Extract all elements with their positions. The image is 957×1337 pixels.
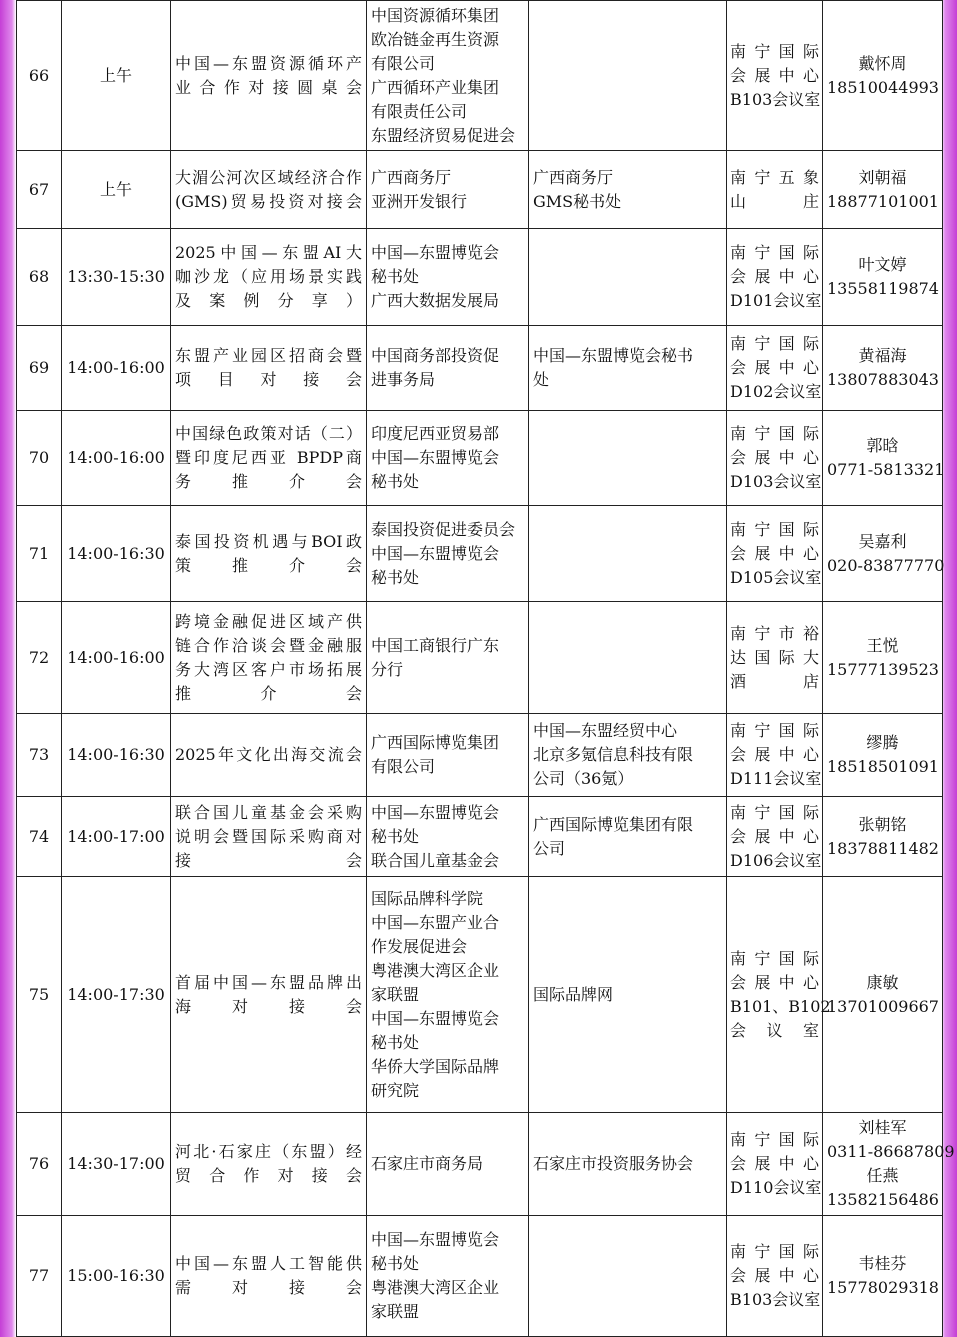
contact-cell [823, 877, 943, 1113]
time-cell: 14:30-17:00 [62, 1113, 171, 1216]
co-organizer-cell [529, 602, 727, 714]
row-number: 73 [17, 714, 62, 797]
venue-cell-line: 南宁国际 [730, 721, 819, 740]
event-name-cell-line: 需对接会 [175, 1278, 362, 1297]
event-name-cell-line: 2025中国—东盟AI大 [175, 243, 362, 262]
organizer-cell-line: 家联盟 [371, 1302, 420, 1321]
event-name-cell [171, 411, 367, 506]
time-cell: 14:00-16:30 [62, 714, 171, 797]
organizer-cell-line: 亚洲开发银行 [371, 191, 468, 211]
contact-cell-line: 0311-86687809 [827, 1142, 955, 1161]
organizer-cell-line: 中国资源循环集团 [371, 5, 500, 25]
event-name-cell [171, 714, 367, 797]
co-organizer-cell [529, 797, 727, 877]
organizer-cell-line: 粤港澳大湾区企业 [371, 960, 500, 980]
venue-cell-line: 会展中心 [730, 65, 819, 85]
table-row [17, 602, 943, 714]
organizer-cell [367, 151, 529, 229]
organizer-cell-line: 秘书处 [371, 1032, 420, 1052]
co-organizer-cell-line: 中国—东盟经贸中心 [533, 721, 678, 740]
organizer-cell-line: 印度尼西亚贸易部 [371, 424, 500, 443]
organizer-cell [367, 1113, 529, 1216]
co-organizer-cell [529, 1113, 727, 1216]
venue-cell-line: D110会议室 [730, 1178, 822, 1197]
venue-cell [727, 877, 831, 1113]
venue-cell-line: 南宁国际 [730, 948, 819, 968]
venue-cell-line: D103会议室 [730, 472, 822, 491]
event-name-cell-line: 及案例分享） [175, 291, 362, 310]
organizer-cell-line: 作发展促进会 [371, 936, 468, 956]
venue-cell-line: 南宁五象 [730, 167, 819, 187]
event-name-cell-line: 推介会 [175, 683, 362, 703]
row-number: 77 [17, 1216, 62, 1337]
venue-cell-line: 会展中心 [730, 972, 819, 992]
contact-cell-line: 任燕 [866, 1166, 899, 1185]
contact-cell [823, 797, 943, 877]
contact-cell-line: 吴嘉利 [858, 531, 907, 551]
co-organizer-cell-line: 石家庄市投资服务协会 [533, 1154, 694, 1173]
organizer-cell [367, 229, 529, 326]
event-name-cell-line: 中国绿色政策对话（二） [175, 424, 362, 443]
event-name-cell-line: 东盟产业园区招商会暨 [175, 346, 362, 365]
venue-cell-line: B103会议室 [730, 1290, 821, 1309]
row-number: 70 [17, 411, 62, 506]
venue-cell [727, 602, 823, 714]
co-organizer-cell [529, 877, 727, 1113]
co-organizer-cell-line: 广西国际博览集团有限 [533, 814, 694, 834]
organizer-cell-line: 中国—东盟博览会 [371, 1008, 500, 1028]
venue-cell [727, 1, 823, 151]
event-name-cell [171, 797, 367, 877]
time-cell: 上午 [62, 1, 171, 151]
event-name-cell-line: 链合作洽谈会暨金融服 [175, 635, 362, 655]
venue-cell [727, 506, 823, 602]
co-organizer-cell [529, 229, 727, 326]
row-number: 71 [17, 506, 62, 602]
event-name-cell-line: 业合作对接圆桌会 [175, 77, 362, 97]
co-organizer-cell [529, 1216, 727, 1337]
organizer-cell-line: 秘书处 [371, 1254, 420, 1273]
organizer-cell [367, 1, 529, 151]
contact-cell [823, 602, 943, 714]
event-name-cell-line: 策推介会 [175, 555, 362, 575]
organizer-cell-line: 中国—东盟博览会 [371, 802, 500, 822]
co-organizer-cell-line: 广西商务厅 [533, 167, 614, 187]
contact-cell-line: 15777139523 [827, 659, 939, 679]
co-organizer-cell-line: 国际品牌网 [533, 984, 614, 1004]
time-cell: 上午 [62, 151, 171, 229]
contact-cell-line: 刘桂军 [858, 1118, 907, 1137]
contact-cell-line: 郭晗 [866, 436, 899, 455]
table-row [17, 1, 943, 151]
table-row [17, 1216, 943, 1337]
table-body [17, 1, 955, 1337]
organizer-cell-line: 进事务局 [371, 370, 436, 389]
venue-cell-line: 酒店 [730, 671, 819, 691]
contact-cell-line: 缪腾 [866, 733, 899, 752]
venue-cell-line: D105会议室 [730, 567, 822, 587]
contact-cell [823, 1, 943, 151]
organizer-cell-line: 秘书处 [371, 826, 420, 846]
contact-cell [823, 229, 943, 326]
event-name-cell-line: 大湄公河次区域经济合作 [175, 167, 362, 187]
venue-cell-line: 会展中心 [730, 267, 819, 286]
contact-cell-line: 13701009667 [827, 996, 939, 1016]
venue-cell-line: 会展中心 [730, 543, 819, 563]
venue-cell [727, 151, 823, 229]
event-name-cell-line: 中国—东盟人工智能供 [175, 1254, 362, 1273]
contact-cell-line: 0771-5813321 [827, 460, 945, 479]
event-name-cell-line: 泰国投资机遇与BOI政 [175, 531, 362, 551]
time-cell: 13:30-15:30 [62, 229, 171, 326]
venue-cell [727, 229, 823, 326]
organizer-cell-line: 广西循环产业集团 [371, 77, 500, 97]
time-cell: 14:00-16:00 [62, 411, 171, 506]
organizer-cell-line: 秘书处 [371, 567, 420, 587]
organizer-cell-line: 华侨大学国际品牌 [371, 1056, 500, 1076]
event-name-cell-line: 说明会暨国际采购商对 [175, 826, 362, 846]
event-name-cell-line: 项目对接会 [175, 370, 362, 389]
co-organizer-cell [529, 714, 727, 797]
organizer-cell-line: 分行 [371, 659, 404, 679]
organizer-cell-line: 中国—东盟产业合 [371, 912, 500, 932]
event-name-cell [171, 151, 367, 229]
table-row [17, 797, 943, 877]
event-name-cell-line: 首届中国—东盟品牌出 [175, 972, 362, 992]
venue-cell-line: B103会议室 [730, 89, 821, 109]
table-row [17, 1113, 943, 1216]
organizer-cell-line: 家联盟 [371, 984, 420, 1004]
organizer-cell-line: 有限公司 [371, 53, 436, 73]
co-organizer-cell [529, 326, 727, 411]
contact-cell-line: 18510044993 [827, 77, 939, 97]
venue-cell [727, 411, 823, 506]
schedule-sheet [16, 0, 955, 1336]
contact-cell-line: 13807883043 [827, 370, 939, 389]
venue-cell-line: 会议室 [730, 1020, 819, 1040]
table-row [17, 877, 943, 1113]
contact-cell-line: 康敏 [866, 972, 899, 992]
contact-cell [823, 326, 943, 411]
organizer-cell [367, 602, 529, 714]
venue-cell-line: 南宁国际 [730, 334, 819, 353]
venue-cell [727, 326, 823, 411]
venue-cell [727, 1113, 823, 1216]
venue-cell-line: 会展中心 [730, 448, 819, 467]
organizer-cell-line: 广西大数据发展局 [371, 291, 500, 310]
venue-cell-line: B101、B102 [730, 996, 831, 1016]
venue-cell-line: 南宁国际 [730, 424, 819, 443]
organizer-cell-line: 中国—东盟博览会 [371, 243, 500, 262]
event-name-cell [171, 602, 367, 714]
organizer-cell-line: 石家庄市商务局 [371, 1154, 484, 1173]
contact-cell [823, 714, 943, 797]
event-name-cell-line: (GMS)贸易投资对接会 [175, 191, 362, 211]
row-number: 72 [17, 602, 62, 714]
venue-cell-line: D101会议室 [730, 291, 822, 310]
venue-cell-line: 会展中心 [730, 826, 819, 846]
organizer-cell [367, 1216, 529, 1337]
contact-cell-line: 张朝铭 [858, 814, 907, 834]
co-organizer-cell [529, 506, 727, 602]
contact-cell-line: 韦桂芬 [858, 1254, 907, 1273]
venue-cell [727, 714, 823, 797]
event-name-cell-line: 联合国儿童基金会采购 [175, 802, 362, 822]
organizer-cell-line: 联合国儿童基金会 [371, 850, 500, 870]
co-organizer-cell-line: 公司（36氪） [533, 769, 634, 788]
co-organizer-cell-line: 公司 [533, 838, 566, 858]
co-organizer-cell-line: GMS秘书处 [533, 191, 622, 211]
event-name-cell [171, 1, 367, 151]
organizer-cell [367, 326, 529, 411]
organizer-cell-line: 欧冶链金再生资源 [371, 29, 500, 49]
venue-cell-line: 南宁国际 [730, 41, 819, 61]
event-name-cell [171, 1113, 367, 1216]
organizer-cell-line: 有限责任公司 [371, 101, 468, 121]
event-name-cell [171, 506, 367, 602]
organizer-cell [367, 797, 529, 877]
row-number: 68 [17, 229, 62, 326]
row-number: 67 [17, 151, 62, 229]
event-name-cell-line: 贸合作对接会 [175, 1166, 362, 1185]
event-name-cell [171, 1216, 367, 1337]
co-organizer-cell [529, 1, 727, 151]
table-row [17, 326, 943, 411]
co-organizer-cell-line: 中国—东盟博览会秘书 [533, 346, 694, 365]
event-name-cell-line: 接会 [175, 850, 362, 870]
table-row [17, 506, 943, 602]
venue-cell-line: 会展中心 [730, 1154, 819, 1173]
organizer-cell-line: 研究院 [371, 1080, 420, 1100]
row-number: 66 [17, 1, 62, 151]
time-cell: 14:00-16:30 [62, 506, 171, 602]
organizer-cell-line: 秘书处 [371, 267, 420, 286]
event-name-cell-line: 海对接会 [175, 996, 362, 1016]
venue-cell-line: 南宁国际 [730, 243, 819, 262]
co-organizer-cell-line: 北京多氪信息科技有限 [533, 745, 694, 764]
meeting-schedule-table [16, 0, 955, 1337]
venue-cell-line: 会展中心 [730, 1266, 819, 1285]
contact-cell-line: 黄福海 [858, 346, 907, 365]
organizer-cell-line: 中国—东盟博览会 [371, 543, 500, 563]
event-name-cell-line: 务推介会 [175, 472, 362, 491]
event-name-cell [171, 229, 367, 326]
contact-cell-line: 15778029318 [827, 1278, 939, 1297]
venue-cell [727, 1216, 823, 1337]
contact-cell-line: 18877101001 [827, 191, 939, 211]
contact-cell [823, 151, 943, 229]
event-name-cell [171, 877, 367, 1113]
venue-cell-line: 山庄 [730, 191, 819, 211]
time-cell: 14:00-16:00 [62, 326, 171, 411]
organizer-cell-line: 中国商务部投资促 [371, 346, 500, 365]
event-name-cell-line: 河北·石家庄（东盟）经 [175, 1142, 362, 1161]
contact-cell [823, 1113, 955, 1216]
co-organizer-cell [529, 151, 727, 229]
contact-cell-line: 020-83877770 [827, 555, 945, 575]
venue-cell-line: 会展中心 [730, 358, 819, 377]
organizer-cell [367, 877, 529, 1113]
organizer-cell-line: 中国—东盟博览会 [371, 448, 500, 467]
contact-cell-line: 18378811482 [827, 838, 939, 858]
contact-cell [823, 411, 943, 506]
contact-cell [823, 1216, 943, 1337]
venue-cell-line: 南宁国际 [730, 1130, 819, 1149]
contact-cell-line: 13582156486 [827, 1190, 939, 1209]
venue-cell-line: 南宁市裕 [730, 623, 819, 643]
venue-cell-line: 南宁国际 [730, 519, 819, 539]
venue-cell-line: D106会议室 [730, 850, 822, 870]
row-number: 69 [17, 326, 62, 411]
event-name-cell [171, 326, 367, 411]
contact-cell-line: 叶文婷 [858, 255, 907, 274]
co-organizer-cell [529, 411, 727, 506]
contact-cell-line: 刘朝福 [858, 167, 907, 187]
venue-cell-line: 会展中心 [730, 745, 819, 764]
organizer-cell-line: 粤港澳大湾区企业 [371, 1278, 500, 1297]
organizer-cell [367, 714, 529, 797]
event-name-cell-line: 暨印度尼西亚 BPDP商 [175, 448, 362, 467]
table-row [17, 229, 943, 326]
organizer-cell-line: 东盟经济贸易促进会 [371, 125, 516, 145]
contact-cell-line: 戴怀周 [858, 53, 907, 73]
row-number: 75 [17, 877, 62, 1113]
contact-cell-line: 18518501091 [827, 757, 939, 776]
venue-cell-line: D111会议室 [730, 769, 822, 788]
contact-cell-line: 王悦 [866, 635, 899, 655]
venue-cell-line: D102会议室 [730, 382, 822, 401]
row-number: 76 [17, 1113, 62, 1216]
time-cell: 14:00-17:30 [62, 877, 171, 1113]
organizer-cell-line: 中国工商银行广东 [371, 635, 500, 655]
table-row [17, 411, 943, 506]
event-name-cell-line: 跨境金融促进区域产供 [175, 611, 362, 631]
time-cell: 14:00-17:00 [62, 797, 171, 877]
organizer-cell-line: 泰国投资促进委员会 [371, 519, 516, 539]
organizer-cell-line: 广西商务厅 [371, 167, 452, 187]
organizer-cell-line: 有限公司 [371, 757, 436, 776]
organizer-cell [367, 506, 529, 602]
organizer-cell-line: 广西国际博览集团 [371, 733, 500, 752]
venue-cell [727, 797, 823, 877]
time-cell: 15:00-16:30 [62, 1216, 171, 1337]
co-organizer-cell-line: 处 [533, 370, 550, 389]
time-cell: 14:00-16:00 [62, 602, 171, 714]
venue-cell-line: 南宁国际 [730, 1242, 819, 1261]
venue-cell-line: 达国际大 [730, 647, 819, 667]
organizer-cell-line: 国际品牌科学院 [371, 888, 484, 908]
organizer-cell-line: 中国—东盟博览会 [371, 1230, 500, 1249]
table-row [17, 714, 943, 797]
event-name-cell-line: 中国—东盟资源循环产 [175, 53, 362, 73]
venue-cell-line: 南宁国际 [730, 802, 819, 822]
row-number: 74 [17, 797, 62, 877]
event-name-cell-line: 务大湾区客户市场拓展 [175, 659, 362, 679]
table-row [17, 151, 943, 229]
event-name-cell-line: 2025年文化出海交流会 [175, 745, 362, 764]
organizer-cell-line: 秘书处 [371, 472, 420, 491]
organizer-cell [367, 411, 529, 506]
contact-cell-line: 13558119874 [827, 279, 939, 298]
contact-cell [823, 506, 943, 602]
event-name-cell-line: 咖沙龙（应用场景实践 [175, 267, 362, 286]
